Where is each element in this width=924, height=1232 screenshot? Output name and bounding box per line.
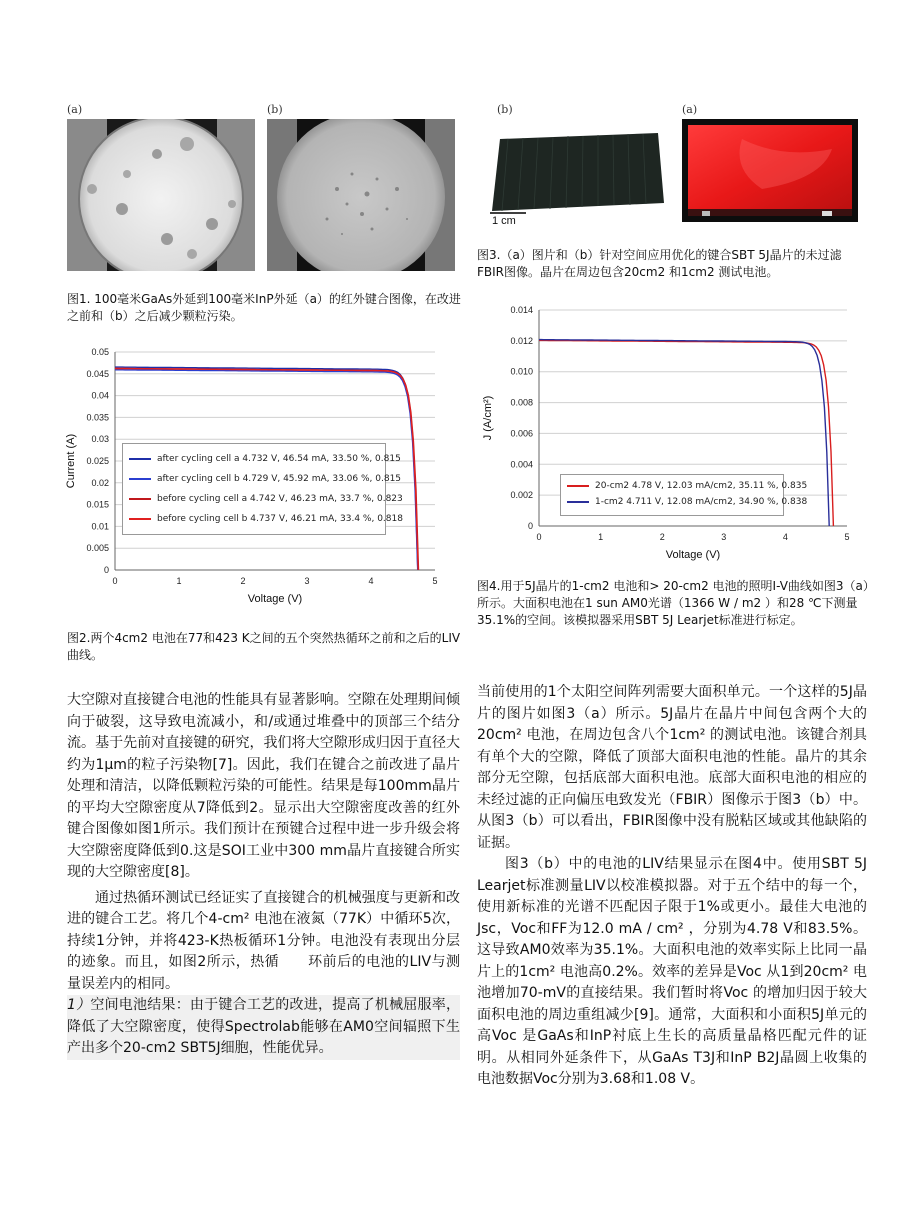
fig3b-fbir-image (478, 119, 670, 229)
x-tick-label: 0 (536, 532, 542, 542)
y-tick-label: 0.005 (86, 543, 109, 554)
y-tick-label: 0.045 (86, 368, 109, 379)
y-tick-label: 0 (103, 565, 109, 575)
x-axis-label: Voltage (V) (247, 593, 303, 605)
fig2-legend-item: before cycling cell b 4.737 V, 46.21 mA, 33.4 %, 0.818 (129, 514, 403, 526)
fig4-legend-item: 1-cm2 4.711 V, 12.08 mA/cm2, 34.90 %, 0.838 (567, 497, 807, 509)
fig2-caption: 图2.两个4cm2 电池在77和423 K之间的五个突然热循环之前和之后的LIV曲线。 (67, 631, 461, 662)
right-paragraph-1: 当前使用的1个太阳空间阵列需要大面积单元。一个这样的5J晶片的图片如图3（a）所示。5J晶片在晶片中间包含两个大的20cm² 电池，在周边包含八个1cm² 的测试电池。该键合剂具有单个大的空隙，降低了顶部大面积电池的性能。晶片的其余部分无空隙，包括底部大面积电池。底部大面积电池的相应的未经过滤的正向偏压电致发光（FBIR）图像示于图3（b）中。从图3（b）可以看出，FBIR图像中没有脱粘区域或其他缺陷的证据。 (477, 684, 867, 851)
x-tick-label: 3 (304, 576, 310, 586)
y-tick-label: 0.05 (91, 347, 109, 357)
y-axis-label: Current (A) (65, 433, 77, 489)
x-tick-label: 1 (598, 532, 604, 542)
x-tick-label: 4 (368, 576, 374, 586)
y-tick-label: 0.03 (91, 434, 109, 445)
y-tick-label: 0.01 (91, 521, 109, 532)
fig1-caption: 图1. 100毫米GaAs外延到100毫米InP外延（a）的红外键合图像，在改进之前和（b）之后减少颗粒污染。 (67, 292, 461, 323)
y-tick-label: 0.004 (510, 459, 533, 470)
fig2-legend-item: before cycling cell a 4.742 V, 46.23 mA, 33.7 %, 0.823 (129, 494, 403, 506)
fig2-legend (122, 443, 403, 535)
y-tick-label: 0 (527, 521, 533, 531)
fig2-legend-item: after cycling cell a 4.732 V, 46.54 mA, 33.50 %, 0.815 (129, 454, 401, 466)
fig4-legend-item: 20-cm2 4.78 V, 12.03 mA/cm2, 35.11 %, 0.835 (567, 481, 807, 493)
y-tick-label: 0.014 (510, 305, 533, 315)
left-column-text (67, 690, 460, 1060)
x-tick-label: 4 (782, 532, 788, 542)
fig1a-ir-image (67, 119, 255, 271)
fig4-legend (560, 474, 808, 516)
x-tick-label: 0 (112, 576, 118, 586)
fig3-scale-label: 1 cm (492, 215, 516, 227)
fig4-caption: 图4.用于5J晶片的1-cm2 电池和> 20-cm2 电池的照明I-V曲线如图3（a）所示。大面积电池在1 sun AM0光谱（1366 W / m2 ）和28 ℃下测量35.1%的空间。该模拟器采用SBT 5J Learjet标准进行标定。 (477, 579, 869, 627)
fig3-caption: 图3.（a）图片和（b）针对空间应用优化的键合SBT 5J晶片的未过滤FBIR图像。晶片在周边包含20cm2 和1cm2 测试电池。 (477, 248, 842, 279)
fig1b-ir-image (267, 119, 455, 271)
fig3-label-b: (b) (497, 103, 513, 116)
y-tick-label: 0.006 (510, 428, 533, 439)
fig2-legend-item: after cycling cell b 4.729 V, 45.92 mA, 33.06 %, 0.815 (129, 474, 401, 486)
y-tick-label: 0.008 (510, 397, 533, 408)
y-tick-label: 0.012 (510, 335, 533, 346)
x-tick-label: 5 (432, 576, 438, 586)
right-column-text (477, 682, 867, 1091)
left-paragraph-2: 通过热循环测试已经证实了直接键合的机械强度与更新和改进的键合工艺。将几个4-cm² 电池在液氮（77K）中循环5次，持续1分钟，并将423-K热板循环1分钟。电池没有表现出分层的迹象。而且，如图2所示，热循 环前后的电池的LIV与测量误差内的相同。 (67, 889, 460, 992)
fig4-chart (477, 300, 867, 568)
y-tick-label: 0.015 (86, 499, 109, 510)
subsection-text: 空间电池结果：由于键合工艺的改进，提高了机械屈服率，降低了大空隙密度，使得Spectrolab能够在AM0空间辐照下生产出多个20-cm2 SBT5J细胞，性能优异。 (67, 997, 460, 1056)
x-tick-label: 1 (176, 576, 182, 586)
x-axis-label: Voltage (V) (665, 549, 721, 561)
fig3-label-a: (a) (682, 103, 698, 116)
fig1-label-a: (a) (67, 103, 83, 116)
left-paragraph-3 (67, 995, 460, 1060)
x-tick-label: 3 (721, 532, 727, 542)
y-tick-label: 0.04 (91, 390, 109, 401)
y-tick-label: 0.02 (91, 477, 109, 488)
right-paragraph-2: 图3（b）中的电池的LIV结果显示在图4中。使用SBT 5J Learjet标准测量LIV以校准模拟器。对于五个结中的每一个，使用新标准的光谱不匹配因子限于1%或更小。最佳大电池的Jsc，Voc和FF为12.0 mA / cm² ，分别为4.78 V和83.5%。这导致AM0效率为35.1%。大面积电池的效率实际上比同一晶片上的1cm² 电池高0.2%。效率的差异是Voc 从1到20cm² 电池增加70-mV的直接结果。我们暂时将Voc 的增加归因于较大面积电池的周边重组减少[9]。通常，大面积和小面积5J单元的高Voc 是GaAs和InP衬底上生长的高质量晶格匹配元件的证明。从相同外延条件下，从GaAs T3J和InP B2J晶圆上收集的电池数据Voc分别为3.68和1.08 V。 (477, 856, 867, 1087)
left-paragraph-1: 大空隙对直接键合电池的性能具有显著影响。空隙在处理期间倾向于破裂，这导致电流减小，和/或通过堆叠中的顶部三个结分流。基于先前对直接键的研究，我们将大空隙形成归因于直径大约为1μm的粒子污染物[7]。因此，我们在键合之前改进了晶片处理和清洁，以降低颗粒污染的可能性。结果是每100mm晶片的平均大空隙密度从7降低到2。显示出大空隙密度改善的红外键合图像如图1所示。我们预计在预键合过程中进一步升级会将大空隙密度降低到0.这是SOI工业中300 mm晶片直接键合所实现的大空隙密度[8]。 (67, 692, 460, 880)
subsection-number: 1） (67, 997, 91, 1013)
fig1-label-b: (b) (267, 103, 283, 116)
x-tick-label: 2 (659, 532, 665, 542)
y-tick-label: 0.002 (510, 490, 533, 501)
y-tick-label: 0.035 (86, 412, 109, 423)
y-axis-label: J (A/cm²) (482, 395, 494, 441)
y-tick-label: 0.010 (510, 366, 533, 377)
x-tick-label: 5 (844, 532, 850, 542)
y-tick-label: 0.025 (86, 456, 109, 466)
fig3a-wafer-photo (682, 119, 858, 222)
x-tick-label: 2 (240, 576, 246, 586)
